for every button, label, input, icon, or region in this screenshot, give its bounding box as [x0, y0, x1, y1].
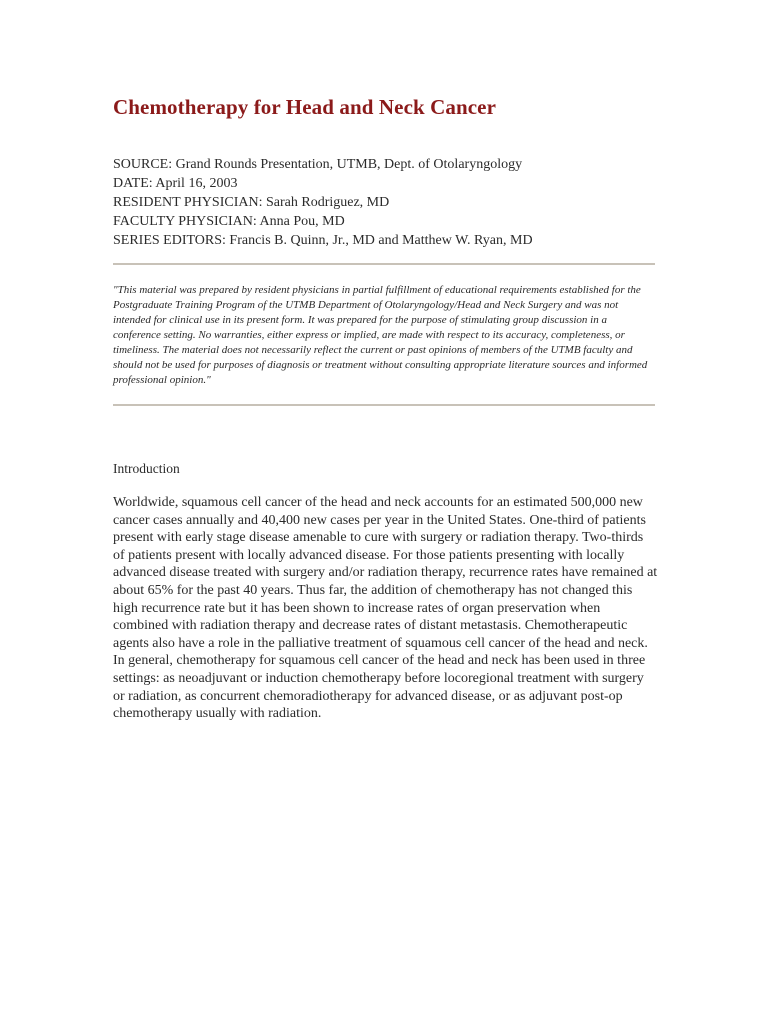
meta-source: SOURCE: Grand Rounds Presentation, UTMB, Dept. of Otolaryngology: [113, 157, 523, 172]
meta-date: DATE: April 16, 2003: [113, 176, 238, 191]
meta-faculty-physician: FACULTY PHYSICIAN: Anna Pou, MD: [113, 214, 345, 229]
divider-top: [113, 263, 655, 265]
meta-series-editors: SERIES EDITORS: Francis B. Quinn, Jr., MD and Matthew W. Ryan, MD: [113, 233, 533, 248]
meta-resident-physician: RESIDENT PHYSICIAN: Sarah Rodriguez, MD: [113, 195, 390, 210]
introduction-paragraph: Worldwide, squamous cell cancer of the head and neck accounts for an estimated 500,000 new cancer cases annually and 40,400 new cases per year in the United States. One-third of patients present with early stage disease amenable to cure with surgery or radiation therapy. Two-thirds of patients present with locally advanced disease. For those patients presenting with locally advanced disease treated with surgery and/or radiation therapy, recurrence rates have remained at about 65% for the past 40 years. Thus far, the addition of chemotherapy has not changed this high recurrence rate but it has been shown to increase rates of organ preservation when combined with radiation therapy and decrease rates of distant metastasis. Chemotherapeutic agents also have a role in the palliative treatment of squamous cell cancer of the head and neck. In general, chemotherapy for squamous cell cancer of the head and neck has been used in three settings: as neoadjuvant or induction chemotherapy before locoregional treatment with surgery or radiation, as concurrent chemoradiotherapy for advanced disease, or as adjuvant post-op chemotherapy usually with radiation.: [113, 495, 658, 722]
page-title: Chemotherapy for Head and Neck Cancer: [113, 95, 497, 119]
document-page: [113, 92, 658, 723]
disclaimer-text: "This material was prepared by resident physicians in partial fulfillment of educational requirements established for the Postgraduate Training Program of the UTMB Department of Otolaryngology/Head and Neck Surgery and was not intended for clinical use in its present form. It was prepared for the purpose of stimulating group discussion in a conference setting. No warranties, either express or implied, are made with respect to its accuracy, completeness, or timeliness. The material does not necessarily reflect the current or past opinions of members of the UTMB faculty and should not be used for purposes of diagnosis or treatment without consulting appropriate literature sources and informed professional opinion.": [113, 284, 648, 386]
document-meta: [113, 155, 658, 250]
divider-bottom: [113, 404, 655, 406]
section-heading-introduction: Introduction: [113, 461, 180, 476]
